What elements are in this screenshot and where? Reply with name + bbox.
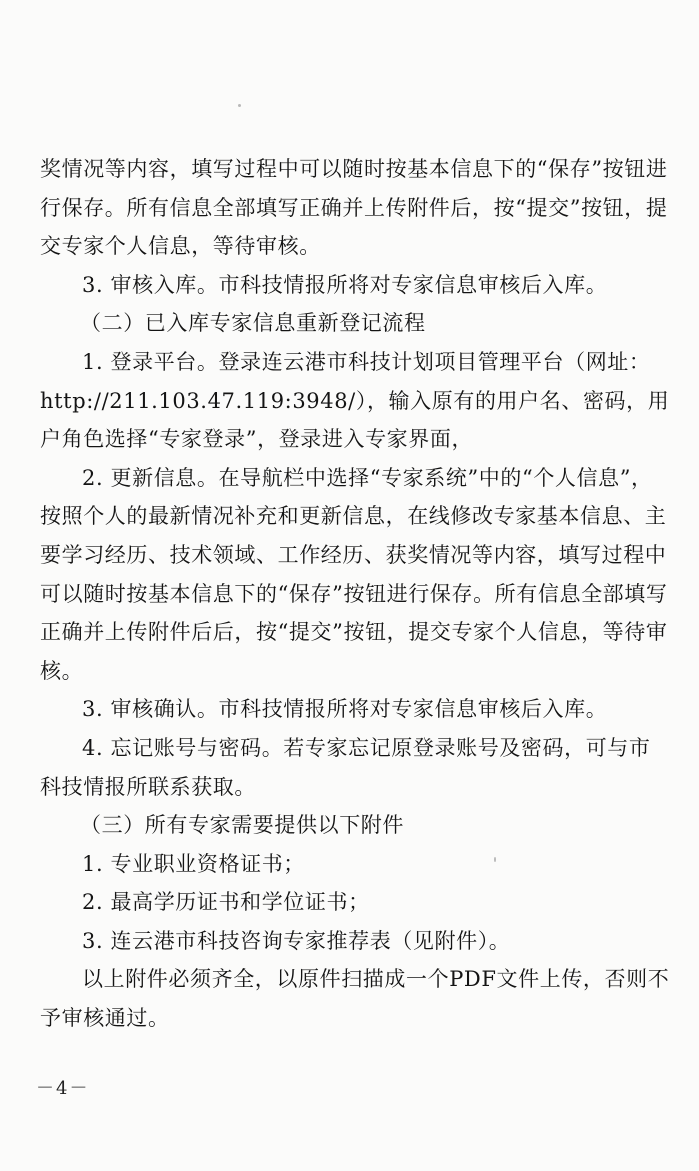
document-body: [40, 150, 670, 1038]
paragraph-attachment-requirement: 以上附件必须齐全，以原件扫描成一个PDF文件上传，否则不予审核通过。: [40, 967, 670, 1031]
attachment-item-degree: 2. 最高学历证书和学位证书；: [82, 890, 370, 915]
paragraph-continued: 奖情况等内容，填写过程中可以随时按基本信息下的“保存”按钮进行保存。所有信息全部填写正确并上传附件后，按“提交”按钮，提交专家个人信息，等待审核。: [40, 157, 668, 259]
attachment-item-qualification: 1. 专业职业资格证书；: [82, 851, 305, 876]
scan-speck: [238, 104, 241, 107]
paragraph-update-info: 2. 更新信息。在导航栏中选择“专家系统”中的“个人信息”，按照个人的最新情况补充和更新信息，在线修改专家基本信息、主要学习经历、技术领域、工作经历、获奖情况等内容，填写过程中可以随时按基本信息下的“保存”按钮进行保存。所有信息全部填写正确并上传附件后后，按“提交”按钮，提交专家个人信息，等待审核。: [40, 465, 668, 683]
paragraph-forgot-password: 4. 忘记账号与密码。若专家忘记原登录账号及密码，可与市科技情报所联系获取。: [40, 735, 651, 799]
paragraph-review-confirm: 3. 审核确认。市科技情报所将对专家信息审核后入库。: [82, 697, 608, 722]
paragraph-login-platform: 1. 登录平台。登录连云港市科技计划项目管理平台（网址：http://211.103.47.119:3948/），输入原有的用户名、密码，用户角色选择“专家登录”，登录进入专家界面，: [40, 349, 670, 452]
section-heading-attachments: （三）所有专家需要提供以下附件: [80, 813, 404, 838]
paragraph-review-storage: 3. 审核入库。市科技情报所将对专家信息审核后入库。: [82, 272, 608, 297]
attachment-item-recommendation-form: 3. 连云港市科技咨询专家推荐表（见附件）。: [82, 928, 511, 953]
page-number: －4－: [36, 1078, 90, 1099]
section-heading-re-registration: （二）已入库专家信息重新登记流程: [80, 311, 426, 336]
